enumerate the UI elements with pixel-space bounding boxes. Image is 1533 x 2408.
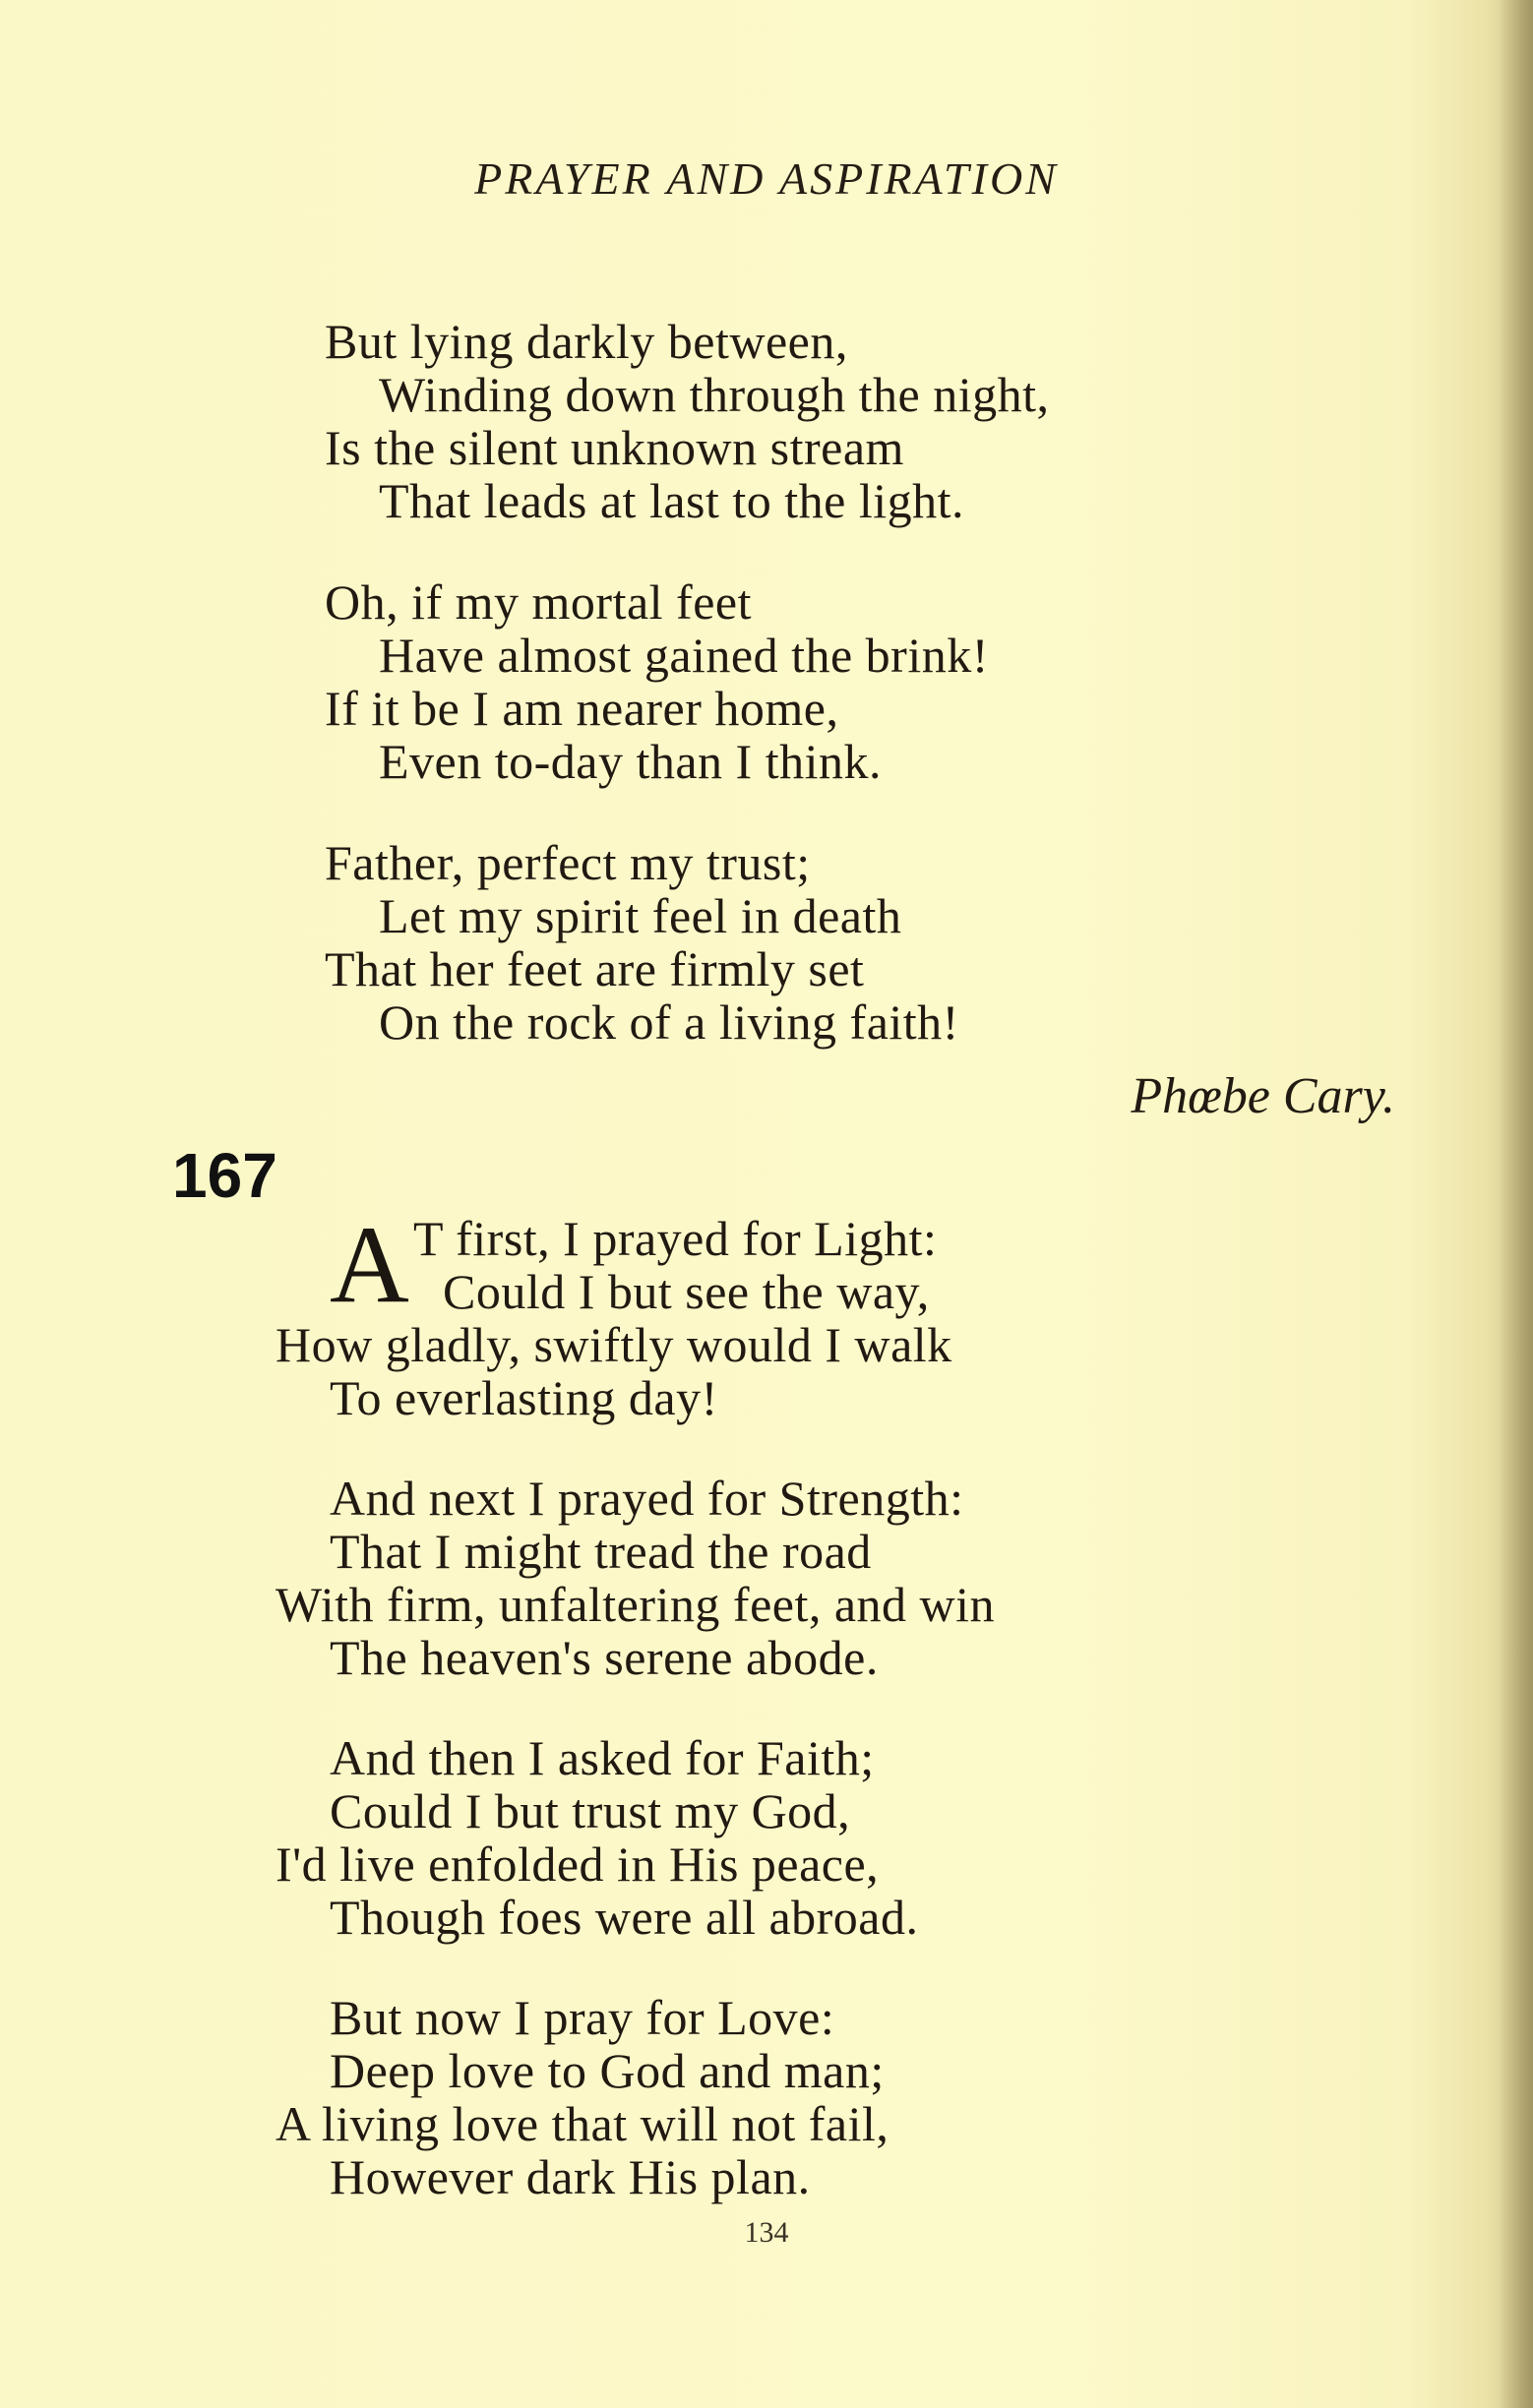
drop-cap: A [330, 1204, 409, 1326]
poem-line: But lying darkly between, [325, 314, 848, 369]
hymn-line: And then I asked for Faith; [330, 1730, 875, 1785]
poem-line: On the rock of a living faith! [379, 994, 959, 1050]
hymn-line: Deep love to God and man; [330, 2043, 885, 2098]
poem-line: Father, perfect my trust; [325, 835, 811, 890]
hymn-line: And next I prayed for Strength: [330, 1471, 964, 1526]
hymn-line: Though foes were all abroad. [330, 1890, 919, 1945]
poem-line: If it be I am nearer home, [325, 681, 839, 736]
hymn-line: That I might tread the road [330, 1524, 872, 1579]
hymn-line: To everlasting day! [330, 1370, 718, 1425]
hymn-line: Could I but see the way, [443, 1264, 930, 1319]
hymn-line: A living love that will not fail, [276, 2096, 889, 2151]
hymn-line: Could I but trust my God, [330, 1783, 851, 1838]
hymn-line: I'd live enfolded in His peace, [276, 1836, 880, 1892]
spine-shadow [1500, 0, 1533, 2408]
hymn-line: How gladly, swiftly would I walk [276, 1317, 952, 1372]
poem-line: That her feet are firmly set [325, 941, 865, 996]
author-attribution: Phœbe Cary. [1131, 1068, 1395, 1124]
poem-line: Even to-day than I think. [379, 734, 882, 789]
poem-line: That leads at last to the light. [379, 473, 965, 528]
hymn-line: But now I pray for Love: [330, 1990, 835, 2045]
poem-line: Winding down through the night, [379, 367, 1050, 422]
hymn-line: However dark His plan. [330, 2149, 811, 2204]
poem-line: Have almost gained the brink! [379, 628, 989, 683]
poem-line: Oh, if my mortal feet [325, 574, 752, 630]
running-head: PRAYER AND ASPIRATION [474, 153, 1059, 204]
hymn-number: 167 [172, 1140, 277, 1211]
poem-line: Let my spirit feel in death [379, 888, 902, 943]
poem-line: Is the silent unknown stream [325, 420, 904, 475]
hymn-line: The heaven's serene abode. [330, 1630, 879, 1685]
hymn-line: T first, I prayed for Light: [413, 1211, 938, 1266]
page-number: 134 [744, 2216, 789, 2249]
hymn-line: With firm, unfaltering feet, and win [276, 1577, 996, 1632]
